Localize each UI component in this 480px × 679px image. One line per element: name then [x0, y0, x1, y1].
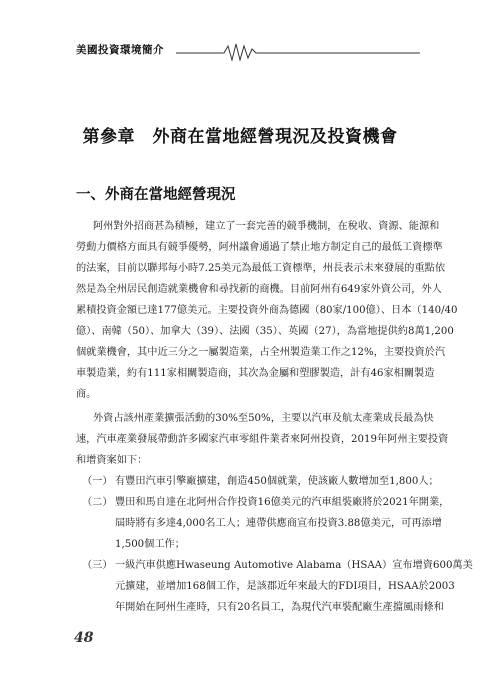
para2-line: 速，汽車產業發展帶動許多國家汽車零組件業者來阿州投資，2019年阿州主要投資	[76, 434, 449, 445]
para1-line: 然是為全州居民創造就業機會和尋找新的商機。目前阿州有649家外資公司，外人	[76, 284, 442, 295]
para1-line: 億）、南韓（50）、加拿大（39）、法國（35）、英國（27），為當地提供約8萬1,200	[76, 326, 454, 337]
list-item-line: 1,500個工作；	[115, 539, 185, 550]
para1-line: 個就業機會，其中近三分之一屬製造業，占全州製造業工作之12%，主要投資於汽	[76, 347, 446, 358]
list-item-marker: （三）	[82, 560, 113, 571]
list-item-line: 有豐田汽車引擎廠擴建，創造450個就業，使該廠人數增加至1,800人；	[115, 476, 439, 487]
list-item-marker: （二）	[82, 497, 113, 508]
para1-line: 商。	[76, 389, 97, 400]
para2-line: 外資占該州產業擴張活動的30%至50%，主要以汽車及航太產業成長最為快	[93, 413, 434, 424]
para1-line: 車製造業，約有111家相關製造商，其次為金屬和塑膠製造，計有46家相關製造	[76, 368, 435, 379]
list-item-line: 豐田和馬自達在北阿州合作投資16億美元的汽車組裝廠將於2021年開業，	[115, 497, 450, 508]
para1-line: 累積投資金額已達177億美元。主要投資外商為德國（80家/100億）、日本（140/40	[76, 305, 458, 316]
para2-line: 和增資案如下：	[76, 455, 148, 466]
page-number: 48	[74, 630, 94, 646]
list-item-line: 屆時將有多達4,000名工人；連帶供應商宣布投資3.88億美元，可再添增	[115, 518, 442, 529]
para1-line: 勞動力價格方面具有競爭優勢，阿州議會通過了禁止地方制定自己的最低工資標準	[76, 242, 443, 253]
list-item-line: 元擴建，並增加168個工作，是該郡近年來最大的FDI項目，HSAA於2003	[115, 581, 455, 592]
list-item-line: 一級汽車供應Hwaseung Automotive Alabama（HSAA）宣布增資600萬美	[115, 560, 473, 571]
running-header	[76, 40, 420, 64]
section-title: 一、外商在當地經營現況	[76, 186, 236, 203]
para1-line: 的法案，目前以聯邦每小時7.25美元為最低工資標準，州長表示未來發展的重點依	[76, 263, 446, 274]
chapter-title: 第參章 外商在當地經營現況及投資機會	[82, 127, 398, 147]
list-item-marker: （一）	[82, 476, 113, 487]
header-label: 美國投資環境簡介	[76, 44, 164, 56]
list-item-line: 年開始在阿州生產時，只有20名員工，為現代汽車裝配廠生產擋風雨條和	[115, 602, 444, 613]
para1-line: 阿州對外招商甚為積極，建立了一套完善的競爭機制，在稅收、資源、能源和	[93, 221, 440, 232]
